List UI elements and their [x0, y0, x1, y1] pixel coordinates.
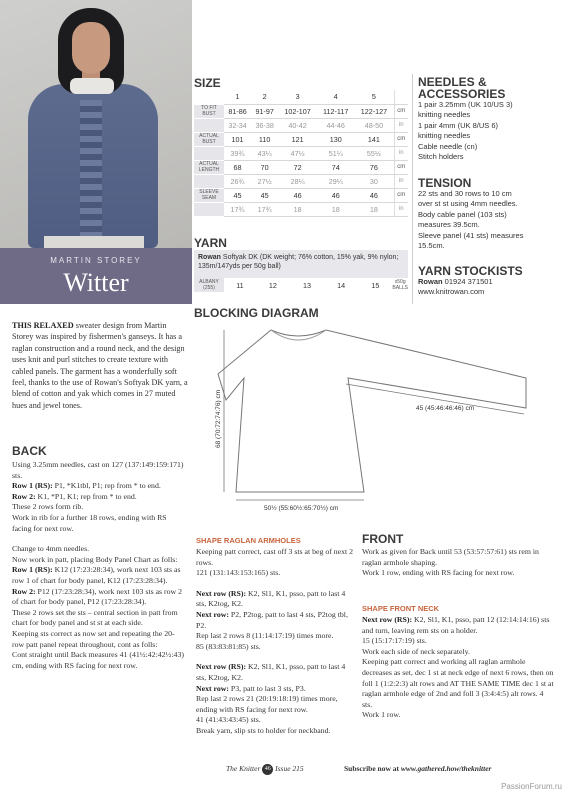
instruction-paragraph: Rep last 2 rows 8 (11:14:17:19) times more. — [196, 631, 334, 641]
size-row-label — [194, 174, 224, 188]
size-col-4: 4 — [317, 90, 354, 104]
size-unit: in — [394, 146, 408, 160]
instruction-paragraph: These 2 rows set the sts – central section in patt from chart for body panel and st st at each side. — [12, 607, 178, 628]
yarn-ball-count: 14 — [337, 280, 346, 290]
size-row — [194, 118, 408, 132]
needles-list — [418, 100, 513, 162]
designer-name: MARTIN STOREY — [50, 256, 142, 265]
front-neck-instructions — [362, 615, 554, 721]
front-neck-heading: SHAPE FRONT NECK — [362, 604, 440, 613]
blocking-diagram — [196, 320, 556, 520]
size-row-label: ACTUAL LENGTH — [194, 160, 224, 174]
text-line: Stitch holders — [418, 152, 464, 162]
instruction-paragraph: Cont straight until Back measures 41 (41½:42:42½:43) cm, ending with RS facing for next row. — [12, 650, 184, 670]
instruction-paragraph: Keeping sts correct as now set and repeating the 20-row patt panel repeat throughout, cont as folls: — [12, 628, 175, 649]
instruction-paragraph: Break yarn, slip sts to holder for neckband. — [196, 725, 331, 735]
page-number-badge: 46 — [262, 764, 273, 775]
size-unit: cm — [394, 188, 408, 202]
size-cell: 17¾ — [251, 202, 278, 216]
raglan-heading: SHAPE RAGLAN ARMHOLES — [196, 536, 301, 545]
size-row-label — [194, 146, 224, 160]
footer-magazine: The Knitter 46 Issue 215 — [226, 764, 304, 774]
size-cell: 68 — [224, 160, 251, 174]
size-row — [194, 188, 408, 202]
tension-list — [418, 189, 523, 251]
length-label: 68 (70:72:74:76) cm — [215, 389, 222, 448]
yarn-ball-count: 15 — [371, 280, 380, 290]
text-line: measures 39.5cm. — [418, 220, 480, 230]
size-unit: cm — [394, 104, 408, 118]
size-cell: 51¼ — [317, 146, 354, 160]
size-cell: 26¾ — [224, 174, 251, 188]
text-line: 1 pair 3.25mm (UK 10/US 3) — [418, 100, 513, 109]
size-cell: 45 — [224, 188, 251, 202]
size-cell: 44-46 — [317, 118, 354, 132]
size-row-label: SLEEVE SEAM — [194, 188, 224, 202]
front-heading: FRONT — [362, 532, 404, 546]
yarn-shade: ALBANY (255) — [194, 278, 224, 292]
model-photo — [0, 0, 192, 248]
size-cell: 91-97 — [251, 104, 278, 118]
text-line: 15.5cm. — [418, 241, 445, 251]
back-heading: BACK — [12, 444, 47, 458]
size-col-2: 2 — [251, 90, 278, 104]
instruction-paragraph: Using 3.25mm needles, cast on 127 (137:149:159:171) sts. — [12, 460, 184, 480]
size-row — [194, 202, 408, 216]
instruction-paragraph: 121 (131:143:153:165) sts. — [196, 568, 281, 578]
footer-subscribe: Subscribe now at www.gathered.how/theknitter — [344, 764, 492, 773]
instruction-paragraph: Keeping patt correct and working all raglan armhole decreases as set, dec 1 st at neck edge of next 6 rows, then on foll 1 (1:2:2:3) alt rows and AT THE SAME TIME dec 1 st at raglan armhole edge of 2nd and foll 3 (3:4:4:5) alt rows. 4 sts. — [362, 657, 554, 709]
size-cell: 45 — [251, 188, 278, 202]
yarn-ball-count: 13 — [303, 280, 312, 290]
instruction-paragraph: Work 1 row. — [362, 710, 401, 720]
instruction-paragraph: Now work in patt, placing Body Panel Chart as folls: — [12, 554, 178, 564]
size-cell: 70 — [251, 160, 278, 174]
size-cell: 18 — [278, 202, 317, 216]
size-cell: 101 — [224, 132, 251, 146]
size-cell: 47½ — [278, 146, 317, 160]
instruction-paragraph: Next row (RS): K2, Sl1, K1, psso, patt to last 4 sts, K2tog, K2. — [196, 588, 346, 609]
size-col-5: 5 — [354, 90, 394, 104]
front-instructions — [362, 547, 554, 579]
yarn-unit: x50g BALLS — [392, 279, 408, 291]
size-cell: 27½ — [251, 174, 278, 188]
instruction-paragraph: These 2 rows form rib. — [12, 502, 84, 512]
size-row-label: TO FIT BUST — [194, 104, 224, 118]
stockists-web: www.knitrowan.com — [418, 287, 485, 297]
size-row — [194, 174, 408, 188]
size-unit: in — [394, 174, 408, 188]
instruction-paragraph: Row 2: K1, *P1, K1; rep from * to end. — [12, 491, 137, 501]
size-unit: in — [394, 118, 408, 132]
size-cell: 121 — [278, 132, 317, 146]
text-line: Sleeve panel (41 sts) measures — [418, 230, 524, 240]
size-unit: cm — [394, 132, 408, 146]
instruction-paragraph: 15 (15:17:17:19) sts. — [362, 636, 427, 646]
watermark: PassionForum.ru — [501, 782, 562, 791]
instruction-paragraph: 41 (41:43:43:45) sts. — [196, 715, 261, 725]
back-instructions — [12, 460, 184, 671]
size-cell: 141 — [354, 132, 394, 146]
size-row — [194, 132, 408, 146]
instruction-paragraph: Rep last 2 rows 21 (20:19:18:19) times more, ending with RS facing for next row. — [196, 694, 338, 714]
subscribe-url[interactable]: www.gathered.how/theknitter — [400, 764, 492, 773]
size-col-3: 3 — [278, 90, 317, 104]
size-table — [194, 90, 408, 217]
size-cell: 130 — [317, 132, 354, 146]
size-cell: 39¾ — [224, 146, 251, 160]
size-cell: 43¼ — [251, 146, 278, 160]
size-unit: in — [394, 202, 408, 216]
size-cell: 81-86 — [224, 104, 251, 118]
size-cell: 30 — [354, 174, 394, 188]
instruction-paragraph: Next row (RS): K2, Sl1, K1, psso, patt to last 4 sts, K2tog, K2. — [196, 662, 346, 682]
yarn-description: Rowan Softyak DK (DK weight; 76% cotton, 15% yak, 9% nylon; 135m/147yds per 50g ball) — [194, 250, 408, 278]
size-cell: 17¾ — [224, 202, 251, 216]
size-cell: 29¼ — [317, 174, 354, 188]
text-line: Cable needle (cn) — [418, 141, 478, 151]
size-cell: 46 — [354, 188, 394, 202]
instruction-paragraph: Work 1 row, ending with RS facing for next row. — [362, 568, 515, 578]
size-cell: 18 — [317, 202, 354, 216]
size-cell: 40-42 — [278, 118, 317, 132]
size-cell: 112-117 — [317, 104, 354, 118]
sleeve-label: 45 (45:46:46:46) cm — [416, 405, 475, 412]
stockists-info: Rowan 01924 371501 www.knitrowan.com — [418, 277, 493, 297]
size-cell: 74 — [317, 160, 354, 174]
text-line: 22 sts and 30 rows to 10 cm — [418, 189, 512, 198]
diagram-heading: BLOCKING DIAGRAM — [194, 306, 319, 320]
instruction-paragraph: Keeping patt correct, cast off 3 sts at beg of next 2 rows. — [196, 547, 354, 567]
size-cell: 46 — [278, 188, 317, 202]
size-row-label: ACTUAL BUST — [194, 132, 224, 146]
width-label: 50½ (55:60½:65:70½) cm — [264, 505, 339, 512]
instruction-paragraph: Next row (RS): K2, Sl1, K1, psso, patt 12 (12:14:14:16) sts and turn, leaving rem sts on a holder. — [362, 615, 550, 635]
size-cell: 110 — [251, 132, 278, 146]
garment-outline — [218, 330, 526, 492]
text-line: knitting needles — [418, 131, 471, 141]
instruction-paragraph: Work as given for Back until 53 (53:57:57:61) sts rem in raglan armhole shaping. — [362, 547, 539, 567]
size-row — [194, 160, 408, 174]
instruction-paragraph: Work in rib for a further 18 rows, ending with RS facing for next row. — [12, 512, 167, 533]
yarn-ball-count: 12 — [268, 280, 277, 290]
size-row — [194, 104, 408, 118]
intro-paragraph: THIS RELAXED sweater design from Martin Storey was inspired by fishermen's ganseys. It has a raglan construction and a round neck, and the design uses knit and purl stitches to create texture with cabled panels. The garment has a wonderfully soft feel, thanks to the use of Rowan's Softyak DK yarn, a blend of cotton and yak which comes in 27 muted hues and jewel tones. — [12, 321, 188, 410]
instruction-paragraph: Row 1 (RS): P1, *K1tbl, P1; rep from * to end. — [12, 481, 161, 491]
size-cell: 36-38 — [251, 118, 278, 132]
instruction-paragraph: Next row: P2, P2tog, patt to last 4 sts, P2tog tbl, P2. — [196, 609, 348, 630]
size-cell: 46 — [317, 188, 354, 202]
size-cell: 18 — [354, 202, 394, 216]
size-cell: 102-107 — [278, 104, 317, 118]
needles-heading: NEEDLES & ACCESSORIES — [418, 75, 506, 101]
size-cell: 48-50 — [354, 118, 394, 132]
pattern-title: Witter — [63, 268, 129, 297]
instruction-paragraph: Row 1 (RS): K12 (17:23:28:34), work next 103 sts as row 1 of chart for body panel, K12 (17:23:28:34). — [12, 565, 181, 585]
size-unit: cm — [394, 160, 408, 174]
size-row-label — [194, 202, 224, 216]
size-cell: 32-34 — [224, 118, 251, 132]
text-line: knitting needles — [418, 110, 471, 120]
tension-heading: TENSION — [418, 176, 472, 190]
text-line: Body cable panel (103 sts) — [418, 209, 507, 219]
size-heading: SIZE — [194, 76, 221, 90]
text-line: over st st using 4mm needles. — [418, 199, 518, 209]
instruction-paragraph: Change to 4mm needles. — [12, 544, 90, 554]
size-col-1: 1 — [224, 90, 251, 104]
size-cell: 122-127 — [354, 104, 394, 118]
yarn-ball-count: 11 — [236, 280, 244, 290]
yarn-heading: YARN — [194, 236, 227, 250]
size-row-label — [194, 118, 224, 132]
instruction-paragraph: Work each side of neck separately. — [362, 646, 470, 656]
stockists-heading: YARN STOCKISTS — [418, 264, 523, 278]
size-cell: 76 — [354, 160, 394, 174]
size-cell: 55½ — [354, 146, 394, 160]
size-row — [194, 146, 408, 160]
size-cell: 72 — [278, 160, 317, 174]
size-cell: 28¼ — [278, 174, 317, 188]
instruction-paragraph: Next row: P3, patt to last 3 sts, P3. — [196, 683, 306, 693]
text-line: 1 pair 4mm (UK 8/US 6) — [418, 120, 499, 130]
raglan-instructions — [196, 547, 356, 737]
instruction-paragraph: Row 2: P12 (17:23:28:34), work next 103 sts as row 2 of chart for body panel, P12 (17:23:28:34). — [12, 586, 183, 607]
instruction-paragraph: 85 (83:83:81:85) sts. — [196, 641, 261, 651]
yarn-table — [194, 278, 408, 292]
